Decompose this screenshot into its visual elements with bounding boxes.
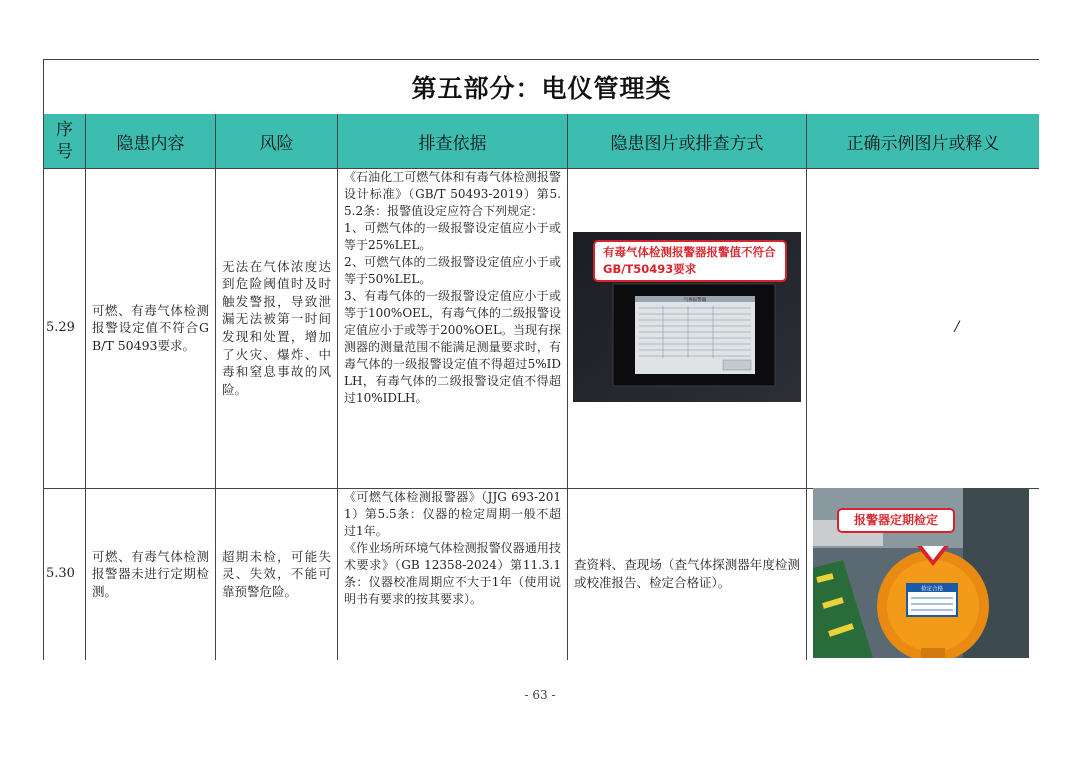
row-risk-cell [216,168,338,488]
row-basis-cell [338,168,568,488]
table-row [44,488,1039,660]
table-header-row [44,114,1039,169]
correct-photo-detector [813,488,1029,658]
table-row [44,168,1039,489]
row-basis: 《可燃气体检测报警器》（JJG 693-2011）第5.5条：仪器的检定周期一般不超过1年。 《作业场所环境气体检测报警仪器通用技术要求》（GB 12358-2024）第11.3.1条：仪器校准周期应不大于1年（使用说明书有要求的按其要求）。 [344,490,561,606]
header-correct: 正确示例图片或释义 [846,133,1000,154]
row-correct-cell [807,488,1039,660]
row-basis: 《石油化工可燃气体和有毒气体检测报警设计标准》（GB/T 50493-2019）第5.5.2条：报警值设定应符合下列规定： 1、可燃气体的一级报警设定值应小于或等于25%LEL。 2、可燃气体的二级报警设定值应小于或等于50%LEL。 3、有毒气体的一级报警设定值应小于或等于100%OEL，有毒气体的二级报警设定值应小于或等于200%OEL。当现有探测器的测量范围不能满足测量要求时，有毒气体的一级报警设定值不得超过5%IDLH，有毒气体的二级报警设定值不得超过10%IDLH。 [344,170,561,405]
hazard-photo-alarm-panel [573,232,801,402]
row-seq: 5.30 [44,488,86,660]
row-risk-cell [216,488,338,660]
row-image-cell [568,168,807,488]
row-image-text: 查资料、查现场（查气体探测器年度检测或校准报告、检定合格证）。 [574,557,800,590]
header-seq: 序 号 [44,114,86,168]
header-hazard: 隐患内容 [86,114,216,168]
row-risk: 无法在气体浓度达到危险阈值时及时触发警报，导致泄漏无法被第一时间发现和处置，增加了火灾、爆炸、中毒和窒息事故的风险。 [222,258,331,397]
row-correct: / [954,319,960,336]
row-hazard-cell [86,488,216,660]
row-hazard-cell [86,168,216,488]
section-title: 第五部分：电仪管理类 [411,74,672,103]
row-correct-cell [807,168,1039,488]
row-image-cell [568,488,807,660]
header-basis: 排查依据 [338,114,568,168]
section-title-row [44,60,1039,115]
row-seq: 5.29 [44,168,86,488]
hazard-callout: 有毒气体检测报警器报警值不符合GB/T50493要求 [593,240,787,282]
screen-title: 气体报警器 [683,298,707,303]
header-risk: 风险 [216,114,338,168]
correct-callout: 报警器定期检定 [837,508,955,533]
header-image: 隐患图片或排查方式 [568,114,807,168]
page-number: - 63 - [524,688,556,702]
row-hazard: 可燃、有毒气体检测报警设定值不符合GB/T 50493要求。 [92,302,209,353]
row-risk: 超期未检，可能失灵、失效，不能可靠预警危险。 [222,548,331,599]
hazard-table [43,59,1039,660]
certificate-label: 检定合格 [920,586,944,593]
row-basis-cell [338,488,568,660]
row-hazard: 可燃、有毒气体检测报警器未进行定期检测。 [92,548,209,599]
